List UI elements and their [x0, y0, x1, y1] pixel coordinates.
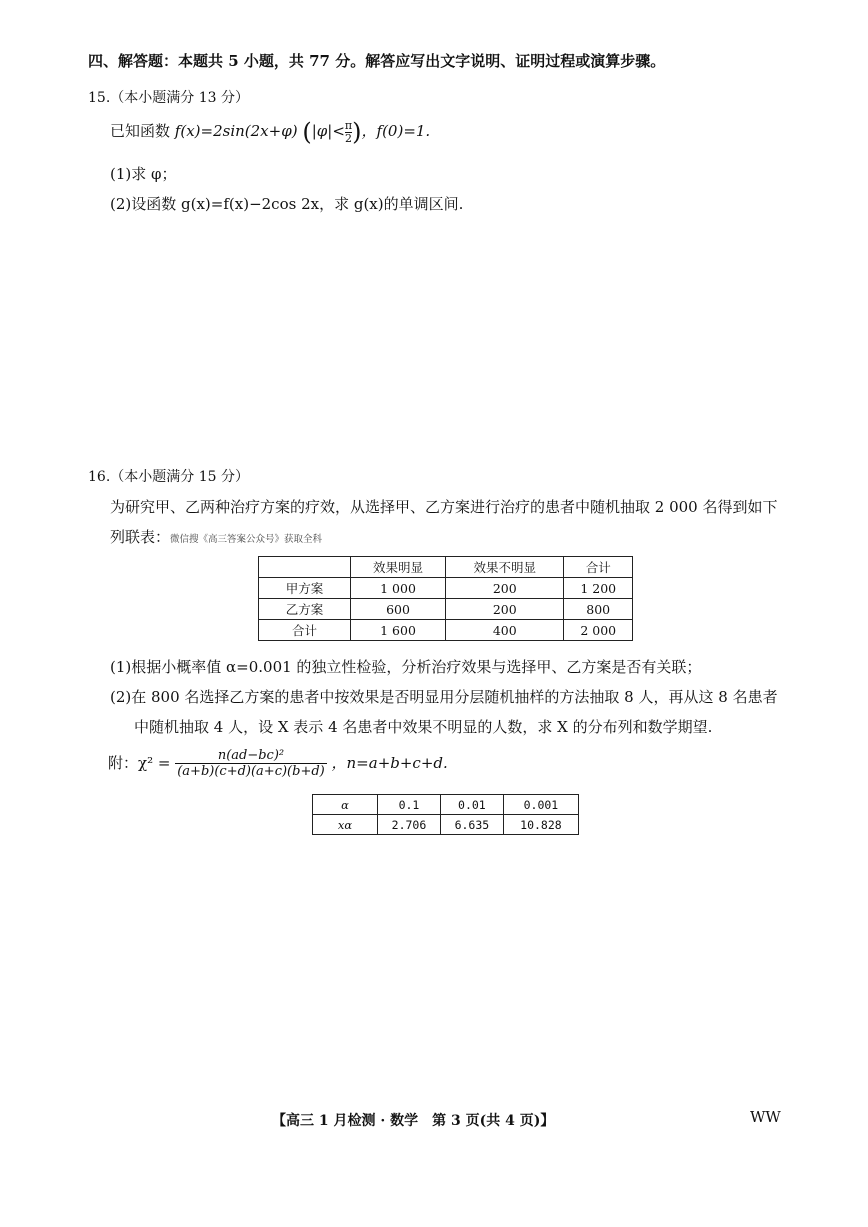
q16-part2-line2: 中随机抽取 4 人，设 X 表示 4 名患者中效果不明显的人数，求 X 的分布列和数学期望. [134, 718, 713, 736]
table-cell: 2 000 [564, 620, 633, 641]
table-cell: 800 [564, 599, 633, 620]
table-row [259, 620, 633, 641]
formula-denominator: (a+b)(c+d)(a+c)(b+d) [177, 764, 325, 779]
q16-part1: (1)根据小概率值 α=0.001 的独立性检验，分析治疗效果与选择甲、乙方案是否有关联； [110, 658, 702, 676]
table-header-cell: 合计 [564, 557, 633, 578]
table-row [313, 815, 579, 835]
table-cell: 0.01 [440, 795, 503, 815]
q16-stem-line2: 列联表：微信搜《高三答案公众号》获取全科 [110, 528, 323, 546]
table-cell: 乙方案 [259, 599, 351, 620]
table-cell: 0.1 [378, 795, 441, 815]
q15-condition: |φ|< [311, 122, 345, 140]
table-row [259, 599, 633, 620]
q15-initial: ，f(0)=1. [361, 122, 431, 140]
q15-stem-prefix: 已知函数 [110, 122, 171, 140]
table-header-cell: 效果不明显 [446, 557, 564, 578]
table-header-cell [259, 557, 351, 578]
q16-header: 16.（本小题满分 15 分） [88, 469, 249, 485]
table-cell: 600 [351, 599, 446, 620]
appendix-label: 附：χ² = [108, 754, 171, 772]
page-footer: 【高三 1 月检测 · 数学 第 3 页(共 4 页)】 [272, 1113, 555, 1129]
table-row [259, 557, 633, 578]
table-cell: 200 [446, 599, 564, 620]
table-row [313, 795, 579, 815]
table-row [259, 578, 633, 599]
page-code: WW [750, 1108, 781, 1126]
q15-stem: 已知函数 f(x)=2sin(2x+φ) (|φ|< $\frac{\pi}{2}$ )，f(0)=1. [110, 118, 431, 146]
q16-stem-line1: 为研究甲、乙两种治疗方案的疗效，从选择甲、乙方案进行治疗的患者中随机抽取 2 000 名得到如下 [110, 498, 778, 516]
table-cell: 1 000 [351, 578, 446, 599]
q15-header: 15.（本小题满分 13 分） [88, 90, 249, 106]
q15-part1: (1)求 φ； [110, 165, 177, 183]
chi-square-formula [108, 748, 448, 780]
formula-numerator: n(ad−bc)² [175, 748, 327, 764]
q16-part2-line1: (2)在 800 名选择乙方案的患者中按效果是否明显用分层随机抽样的方法抽取 8 人，再从这 8 名患者 [110, 688, 778, 706]
q15-function: f(x)=2sin(2x+φ) [174, 122, 298, 140]
formula-fraction [175, 748, 327, 780]
contingency-table [258, 556, 633, 641]
formula-tail: ，n=a+b+c+d. [331, 754, 448, 772]
table-header-cell: 效果明显 [351, 557, 446, 578]
table-cell: 1 200 [564, 578, 633, 599]
table-cell: 甲方案 [259, 578, 351, 599]
table-cell: α [313, 795, 378, 815]
table-cell: 6.635 [440, 815, 503, 835]
section-title: 四、解答题：本题共 5 小题，共 77 分。解答应写出文字说明、证明过程或演算步骤。 [88, 52, 666, 70]
table-cell: 1 600 [351, 620, 446, 641]
table-cell: 10.828 [503, 815, 578, 835]
table-cell: 200 [446, 578, 564, 599]
table-cell: xα [313, 815, 378, 835]
table-cell: 0.001 [503, 795, 578, 815]
table-cell: 合计 [259, 620, 351, 641]
q15-pi-over-2: $\frac{\pi}{2}$ [344, 118, 353, 145]
table-cell: 2.706 [378, 815, 441, 835]
critical-value-table [312, 794, 579, 835]
q15-part2: (2)设函数 g(x)=f(x)−2cos 2x，求 g(x)的单调区间. [110, 195, 464, 213]
table-cell: 400 [446, 620, 564, 641]
watermark-text: 微信搜《高三答案公众号》获取全科 [170, 534, 323, 545]
